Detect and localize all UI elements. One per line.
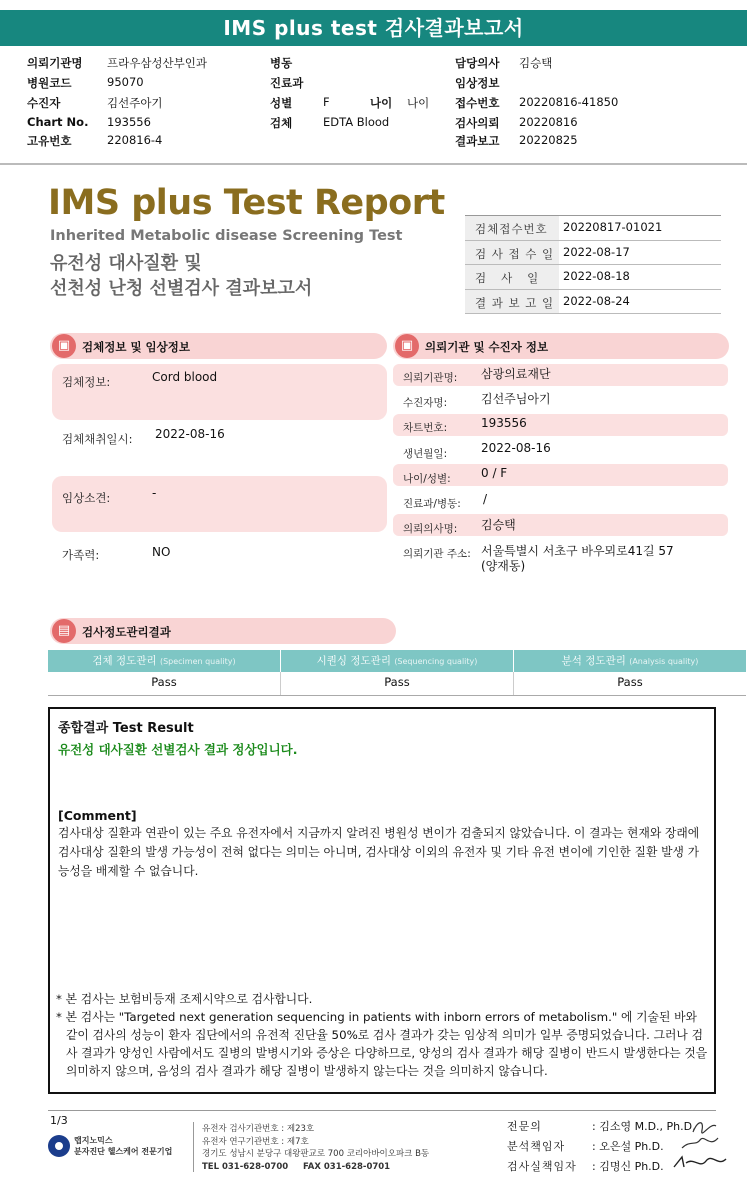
dob-value: 2022-08-16 bbox=[481, 441, 551, 455]
report-title: IMS plus Test Report bbox=[48, 183, 445, 223]
report-subtitle-en: Inherited Metabolic disease Screening Test bbox=[50, 228, 403, 244]
qc-value: Pass bbox=[48, 672, 281, 695]
report-date-value: 20220825 bbox=[519, 133, 578, 147]
unique-value: 220816-4 bbox=[107, 133, 163, 147]
notes bbox=[56, 990, 712, 1080]
date-row bbox=[465, 241, 721, 266]
date-value: 2022-08-17 bbox=[563, 244, 630, 259]
signer-role: 전문의 bbox=[507, 1120, 542, 1133]
name-label: 수진자명: bbox=[403, 397, 448, 409]
age-sex-value: 0 / F bbox=[481, 466, 508, 480]
logo-text-2: 분자진단 헬스케어 전문기업 bbox=[74, 1147, 173, 1156]
page-number: 1/3 bbox=[50, 1114, 68, 1127]
result-title: 종합결과 Test Result bbox=[58, 721, 194, 736]
dept-label: 진료과 bbox=[270, 76, 304, 90]
clinical-value: - bbox=[152, 486, 157, 500]
document-title-bar bbox=[0, 10, 747, 46]
date-value: 20220817-01021 bbox=[563, 220, 663, 234]
signer-role: 분석책임자 bbox=[507, 1140, 566, 1153]
qc-col-en: (Specimen quality) bbox=[159, 657, 236, 666]
info-row bbox=[27, 115, 727, 133]
company-logo bbox=[48, 1133, 198, 1159]
qc-section-title: 검사정도관리결과 bbox=[82, 625, 171, 639]
note-1: * 본 검사는 보험비등재 조제시약으로 검사합니다. bbox=[56, 992, 313, 1006]
qc-value: Pass bbox=[617, 675, 643, 689]
footer-divider bbox=[48, 1110, 716, 1111]
patient-section-header bbox=[393, 333, 729, 359]
date-value: 2022-08-18 bbox=[563, 269, 630, 283]
clipboard-icon: ▤ bbox=[52, 619, 76, 643]
chart-no-label: 차트번호: bbox=[403, 422, 448, 434]
date-label: 검 사 접 수 일 bbox=[465, 241, 559, 265]
info-row bbox=[27, 75, 727, 93]
collect-date-label: 검체채취일시: bbox=[62, 432, 133, 446]
address-label: 의뢰기관 주소: bbox=[403, 548, 471, 560]
signer-name: : 김명신 Ph.D. bbox=[592, 1160, 664, 1173]
request-label: 검사의뢰 bbox=[455, 116, 500, 130]
unique-label: 고유번호 bbox=[27, 134, 72, 148]
specimen-info-value: Cord blood bbox=[152, 370, 218, 384]
institution-value: 프라우삼성산부인과 bbox=[107, 56, 207, 70]
inst-value: 삼광의료재단 bbox=[481, 367, 551, 381]
address-line-1: 서울특별시 서초구 바우뫼로41길 57 bbox=[481, 544, 674, 558]
qc-header-cell bbox=[281, 650, 514, 672]
footer-vertical-divider bbox=[193, 1122, 194, 1172]
qc-col-kr: 검체 정도관리 bbox=[92, 655, 157, 667]
report-dates-table bbox=[465, 215, 721, 314]
specimen-section-header bbox=[50, 333, 387, 359]
qc-col-en: (Sequencing quality) bbox=[394, 657, 478, 666]
qc-header-cell bbox=[514, 650, 746, 672]
date-row bbox=[465, 216, 721, 241]
req-doctor-label: 의뢰의사명: bbox=[403, 523, 458, 535]
qc-col-kr: 분석 정도관리 bbox=[561, 655, 626, 667]
signer-role: 검사실책임자 bbox=[507, 1160, 577, 1173]
age-sex-label: 나이/성별: bbox=[403, 473, 451, 485]
signer-name: : 김소영 M.D., Ph.D. bbox=[592, 1120, 696, 1133]
name-value: 김선주님아기 bbox=[481, 392, 551, 406]
info-row bbox=[27, 55, 727, 73]
age-value: 나이 bbox=[407, 96, 430, 110]
note-2: * 본 검사는 "Targeted next generation sequencing in patients with inborn errors of metabolism." 에 기술된 바와 같이 검사의 성능이 환자 집단에서의 유전적 진단율 50%로 검사 결과가 갖는 임상적 의미가 일부 증명되었습니다. 그러나 검사 결과가 양성인 사람에서도 질병의 발병시기와 증상은 다양하므로, 양성의 검사 결과가 해당 질병이 반드시 발생한다는 것을 의미하지 않으며, 음성의 검사 결과가 해당 질병이 발생하지 않는다는 것을 의미하지 않습니다. bbox=[56, 1010, 708, 1078]
sex-label: 성별 bbox=[270, 96, 293, 110]
clinical-info-label: 임상정보 bbox=[455, 76, 500, 90]
doctor-label: 담당의사 bbox=[455, 56, 500, 70]
date-label: 검체접수번호 bbox=[465, 216, 559, 240]
address-line: 경기도 성남시 분당구 대왕판교로 700 코리아바이오파크 B동 bbox=[202, 1149, 430, 1159]
receipt-label: 접수번호 bbox=[455, 96, 500, 110]
address-line: 유전자 연구기관번호 : 제7호 bbox=[202, 1136, 309, 1147]
dept-ward-value: / bbox=[483, 492, 488, 506]
header-divider bbox=[0, 163, 747, 165]
logo-mark-icon bbox=[48, 1135, 70, 1157]
lock-icon: ▣ bbox=[52, 334, 76, 358]
specimen-value: EDTA Blood bbox=[323, 115, 390, 129]
patient-section-title: 의뢰기관 및 수진자 정보 bbox=[425, 340, 549, 354]
address-line: 유전자 검사기관번호 : 제23호 bbox=[202, 1124, 315, 1134]
ward-label: 병동 bbox=[270, 56, 293, 70]
report-date-label: 결과보고 bbox=[455, 134, 500, 148]
family-history-label: 가족력: bbox=[62, 548, 100, 562]
dept-ward-label: 진료과/병동: bbox=[403, 498, 461, 510]
qc-header-row bbox=[48, 650, 746, 672]
info-row bbox=[27, 133, 727, 151]
qc-header-cell bbox=[48, 650, 281, 672]
address-line-2: (양재동) bbox=[481, 559, 526, 573]
logo-text-1: 랩지노믹스 bbox=[74, 1136, 113, 1145]
specimen-info-box bbox=[52, 364, 387, 420]
date-label: 검 사 일 bbox=[465, 265, 559, 289]
patient-value: 김선주아기 bbox=[107, 96, 163, 110]
signer-name: : 오은설 Ph.D. bbox=[592, 1140, 664, 1153]
inst-label: 의뢰기관명: bbox=[403, 372, 458, 384]
family-history-value: NO bbox=[152, 545, 171, 559]
date-row bbox=[465, 290, 721, 315]
dob-label: 생년월일: bbox=[403, 448, 448, 460]
comment-text: 검사대상 질환과 연관이 있는 주요 유전자에서 지금까지 알려진 병원성 변이가 검출되지 않았습니다. 이 결과는 현재와 장래에 검사대상 질환의 발생 가능성이 전혀 없다는 의미는 아니며, 검사대상 이외의 유전자 및 기타 유전 변이에 기인한 질환 발생 가능성을 배제할 수 없습니다. bbox=[58, 826, 700, 878]
comment-heading: [Comment] bbox=[58, 808, 137, 823]
chart-label: Chart No. bbox=[27, 115, 89, 129]
result-summary: 유전성 대사질환 선별검사 결과 정상입니다. bbox=[58, 742, 298, 757]
signature-3-icon bbox=[672, 1153, 728, 1173]
age-label: 나이 bbox=[370, 96, 393, 110]
chart-no-value: 193556 bbox=[481, 416, 527, 430]
lock-icon: ▣ bbox=[395, 334, 419, 358]
specimen-label: 검체 bbox=[270, 116, 293, 130]
collect-date-value: 2022-08-16 bbox=[155, 427, 225, 441]
date-row bbox=[465, 265, 721, 290]
chart-value: 193556 bbox=[107, 115, 151, 129]
info-row bbox=[27, 95, 727, 113]
doctor-value: 김승택 bbox=[519, 56, 553, 70]
document-title: IMS plus test 검사결과보고서 bbox=[223, 16, 524, 40]
institution-label: 의뢰기관명 bbox=[27, 56, 83, 70]
report-subtitle-kr-1: 유전성 대사질환 및 bbox=[50, 253, 202, 274]
specimen-info-label: 검체정보: bbox=[62, 375, 111, 389]
test-result-box bbox=[48, 707, 716, 1094]
qc-col-en: (Analysis quality) bbox=[629, 657, 699, 666]
req-doctor-value: 김승택 bbox=[481, 518, 516, 532]
receipt-value: 20220816-41850 bbox=[519, 95, 619, 109]
hospital-code-value: 95070 bbox=[107, 75, 144, 89]
qc-value: Pass bbox=[281, 672, 514, 695]
qc-section-header bbox=[50, 618, 396, 644]
date-label: 결 과 보 고 일 bbox=[465, 290, 559, 314]
report-subtitle-kr-2: 선천성 난청 선별검사 결과보고서 bbox=[50, 278, 313, 299]
qc-value-row bbox=[48, 672, 746, 696]
clinical-label: 임상소견: bbox=[62, 491, 111, 505]
address-line: TEL 031-628-0700 FAX 031-628-0701 bbox=[202, 1161, 391, 1172]
sex-value: F bbox=[323, 95, 330, 109]
date-value: 2022-08-24 bbox=[563, 293, 630, 308]
patient-label: 수진자 bbox=[27, 96, 61, 110]
qc-col-kr: 시퀀싱 정도관리 bbox=[316, 655, 391, 667]
company-address bbox=[202, 1123, 429, 1173]
signature-2-icon bbox=[680, 1134, 720, 1154]
qc-table bbox=[48, 650, 746, 696]
hospital-code-label: 병원코드 bbox=[27, 76, 72, 90]
specimen-section-title: 검체정보 및 임상정보 bbox=[82, 340, 190, 354]
request-value: 20220816 bbox=[519, 115, 578, 129]
